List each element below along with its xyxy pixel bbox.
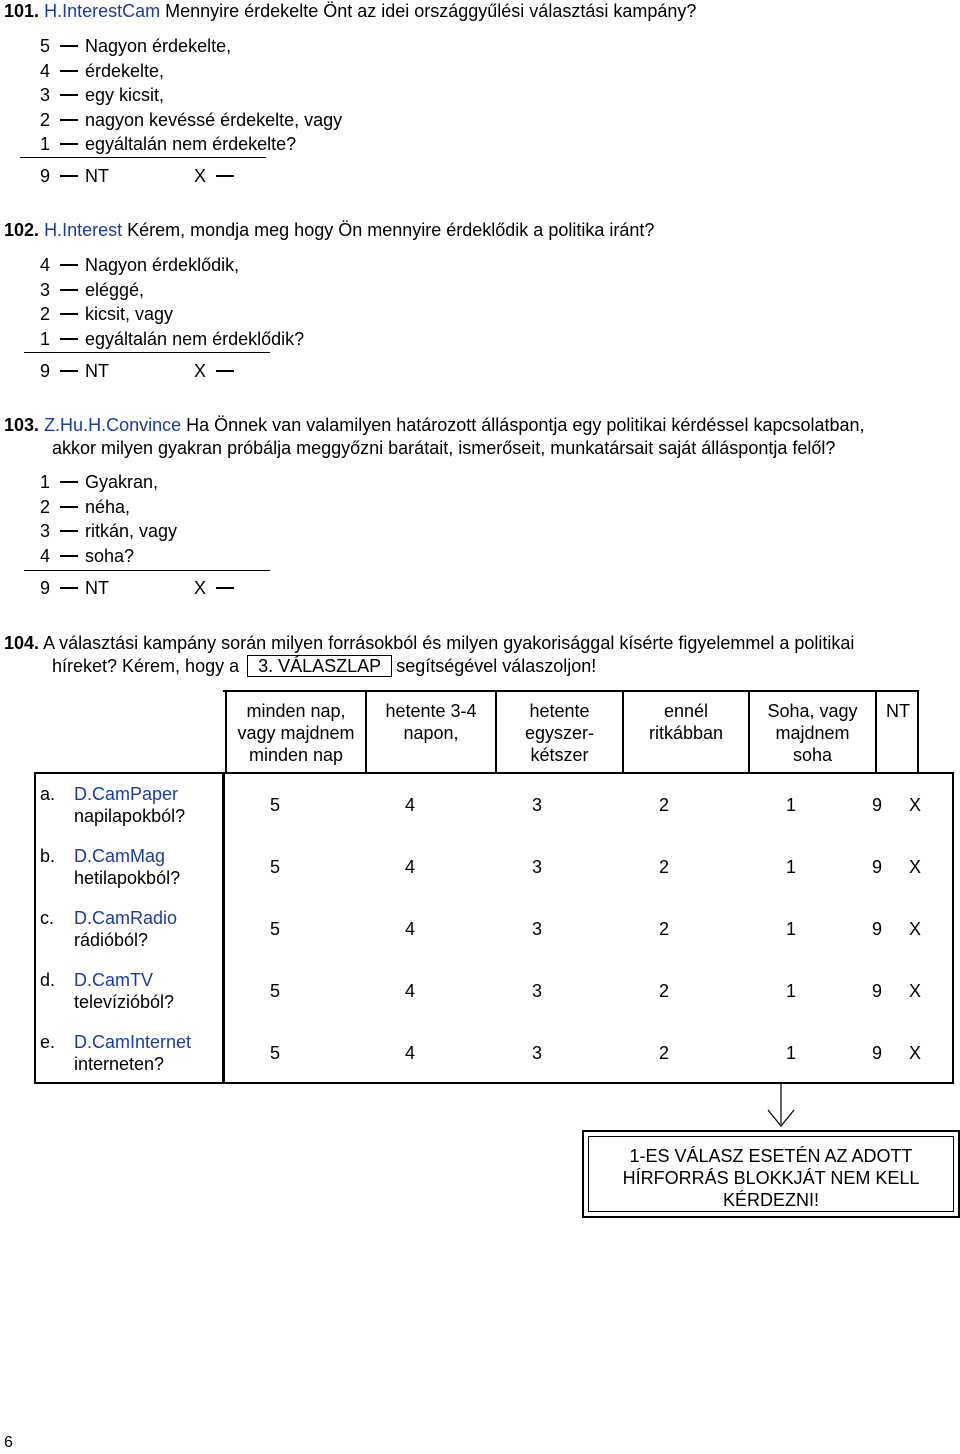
row-letter: b. — [40, 846, 56, 866]
column-header-line: majdnem — [775, 723, 850, 743]
column-header — [365, 692, 495, 772]
answer-code[interactable]: 4 — [404, 981, 415, 1001]
dash — [60, 119, 78, 121]
dash — [60, 289, 78, 291]
column-header-line: minden nap — [248, 745, 344, 765]
dash — [60, 338, 78, 340]
q103-option — [40, 471, 158, 493]
answer-code[interactable]: X — [908, 1043, 921, 1063]
q103-text-1: Ha Önnek van valamilyen határozott álláspontja egy politikai kérdéssel kapcsolatban, — [186, 415, 865, 435]
q104-text-1: A választási kampány során milyen forrásokból és milyen gyakorisággal kísérte figyelemmel a politikai — [43, 633, 855, 653]
row-variable: D.CamTV — [74, 970, 154, 990]
q101-nt-label: NT — [85, 166, 109, 186]
option-label: egy kicsit, — [85, 85, 165, 105]
answer-code[interactable]: 1 — [785, 919, 796, 939]
row-variable: D.CamMag — [74, 846, 166, 866]
answer-code[interactable]: 1 — [785, 857, 796, 877]
column-header-line: ennél — [663, 701, 709, 721]
answer-sheet-ref: 3. VÁLASZLAP — [247, 655, 392, 677]
option-label: soha? — [85, 545, 135, 566]
option-label: egyáltalán nem érdekelte? — [85, 134, 297, 154]
answer-code[interactable]: 1 — [785, 1043, 796, 1063]
row-source: televízióból? — [74, 992, 175, 1012]
q102-option — [40, 303, 173, 325]
option-label: Nagyon érdeklődik, — [85, 255, 240, 275]
column-header — [225, 692, 365, 772]
column-header-line: egyszer- — [524, 723, 595, 743]
table-row-label — [40, 845, 180, 889]
option-label: ritkán, vagy — [85, 521, 178, 541]
answer-code[interactable]: 2 — [658, 795, 669, 815]
q101-option — [40, 84, 164, 106]
table-row-label — [40, 907, 177, 951]
table-row-label — [40, 783, 185, 827]
option-code: 2 — [40, 109, 51, 130]
row-source: napilapokból? — [74, 806, 186, 826]
answer-code[interactable]: 4 — [404, 857, 415, 877]
answer-code[interactable]: 4 — [404, 1043, 415, 1063]
column-header-line: hetente — [529, 701, 590, 721]
option-code: 1 — [40, 328, 51, 349]
answer-code[interactable]: 2 — [658, 919, 669, 939]
row-source: interneten? — [74, 1054, 165, 1074]
dash — [60, 506, 78, 508]
answer-code[interactable]: 3 — [531, 981, 542, 1001]
answer-code[interactable]: 2 — [658, 1043, 669, 1063]
answer-code[interactable]: X — [908, 795, 921, 815]
column-header-line: Soha, vagy — [767, 701, 858, 721]
q104-text-2a: híreket? Kérem, hogy a — [52, 656, 240, 676]
answer-code[interactable]: 3 — [531, 919, 542, 939]
answer-code[interactable]: 5 — [269, 795, 280, 815]
answer-code[interactable]: X — [908, 919, 921, 939]
row-variable: D.CamInternet — [74, 1032, 192, 1052]
table-row-label — [40, 969, 174, 1013]
q101-option — [40, 109, 342, 131]
q103-separator — [24, 570, 270, 571]
q104-text-2b: segítségével válaszoljon! — [396, 656, 597, 676]
q102-heading — [4, 219, 654, 241]
row-letter: a. — [40, 784, 56, 804]
option-label: eléggé, — [85, 279, 145, 300]
answer-code[interactable]: 5 — [269, 1043, 280, 1063]
q102-separator — [24, 352, 270, 353]
q101-separator — [20, 157, 266, 158]
q102-option — [40, 328, 304, 350]
q102-option — [40, 279, 144, 301]
answer-code[interactable]: 5 — [269, 919, 280, 939]
q103-option — [40, 520, 177, 542]
answer-code[interactable]: 9 — [871, 795, 882, 815]
answer-code[interactable]: 9 — [871, 981, 882, 1001]
q102-nt-label: NT — [85, 361, 109, 381]
option-code: 1 — [40, 134, 51, 154]
dash — [60, 94, 78, 96]
q103-x-label: X — [194, 578, 207, 598]
q101-variable: H.InterestCam — [44, 1, 161, 21]
q102-option — [40, 254, 239, 276]
dash — [60, 555, 78, 557]
column-header-line: vagy majdnem — [237, 723, 355, 743]
page-number: 6 — [4, 1434, 13, 1451]
option-code: 2 — [40, 304, 51, 324]
q102-nt-row — [40, 360, 207, 382]
answer-code[interactable]: 2 — [658, 981, 669, 1001]
answer-code[interactable]: 1 — [785, 981, 796, 1001]
q103-number: 103. — [4, 415, 40, 435]
column-header-line: kétszer — [530, 745, 589, 765]
dash — [60, 45, 78, 47]
row-source: hetilapokból? — [74, 868, 181, 888]
q103-nt-code: 9 — [40, 578, 51, 598]
q101-heading — [4, 0, 696, 22]
answer-code[interactable]: 1 — [785, 795, 796, 815]
option-label: érdekelte, — [85, 60, 165, 81]
q103-heading — [4, 414, 865, 436]
answer-code[interactable]: 3 — [531, 795, 542, 815]
q103-option — [40, 545, 134, 567]
column-header-line: minden nap, — [246, 701, 346, 721]
skip-note-line: HÍRFORRÁS BLOKKJÁT NEM KELL — [622, 1168, 920, 1188]
arrow-down-icon — [766, 1084, 796, 1128]
option-code: 1 — [40, 472, 51, 492]
answer-code[interactable]: 9 — [871, 857, 882, 877]
q104-number: 104. — [4, 633, 40, 653]
option-code: 3 — [40, 521, 51, 541]
option-code: 3 — [40, 85, 51, 105]
q104-heading — [4, 632, 854, 654]
column-header — [622, 692, 748, 772]
q101-nt-row — [40, 165, 207, 187]
q104-text-2 — [52, 655, 596, 677]
column-header-line: NT — [886, 701, 910, 721]
q102-x-label: X — [194, 361, 207, 381]
option-label: Nagyon érdekelte, — [85, 36, 232, 56]
row-source: rádióból? — [74, 930, 149, 950]
row-letter: d. — [40, 970, 56, 990]
table-label-divider — [222, 772, 225, 1084]
column-header — [748, 692, 875, 772]
answer-code[interactable]: 4 — [404, 795, 415, 815]
q101-option — [40, 35, 231, 57]
q101-number: 101. — [4, 1, 40, 21]
row-letter: e. — [40, 1032, 56, 1052]
table-row-label — [40, 1031, 191, 1075]
dash — [60, 530, 78, 532]
q101-option — [40, 60, 164, 82]
column-header — [875, 692, 919, 772]
column-header-line: soha — [792, 745, 833, 765]
q102-number: 102. — [4, 220, 40, 240]
q102-text: Kérem, mondja meg hogy Ön mennyire érdeklődik a politika iránt? — [127, 220, 655, 240]
answer-code[interactable]: 5 — [269, 981, 280, 1001]
option-label: néha, — [85, 496, 131, 517]
q103-nt-label: NT — [85, 578, 109, 598]
answer-code[interactable]: X — [908, 981, 921, 1001]
column-header-line: ritkábban — [648, 723, 724, 743]
answer-code[interactable]: 5 — [269, 857, 280, 877]
q101-x-label: X — [194, 166, 207, 186]
option-code: 2 — [40, 496, 51, 517]
dash — [60, 143, 78, 145]
option-code: 4 — [40, 255, 51, 275]
dash — [60, 481, 78, 483]
option-code: 3 — [40, 279, 51, 300]
option-code: 4 — [40, 545, 51, 566]
answer-code[interactable]: 3 — [531, 1043, 542, 1063]
row-variable: D.CamPaper — [74, 784, 179, 804]
answer-code[interactable]: 9 — [871, 919, 882, 939]
q101-option — [40, 133, 296, 155]
q102-variable: H.Interest — [44, 220, 123, 240]
skip-note-line: KÉRDEZNI! — [722, 1190, 819, 1210]
q103-option — [40, 496, 130, 518]
option-label: nagyon kevéssé érdekelte, vagy — [85, 109, 343, 130]
q101-text: Mennyire érdekelte Önt az idei országgyűlési választási kampány? — [165, 1, 697, 21]
answer-code[interactable]: 4 — [404, 919, 415, 939]
skip-note-line: 1-ES VÁLASZ ESETÉN AZ ADOTT — [629, 1146, 913, 1166]
q103-nt-row — [40, 577, 207, 599]
option-code: 5 — [40, 36, 51, 56]
q103-variable: Z.Hu.H.Convince — [44, 415, 182, 435]
answer-code[interactable]: X — [908, 857, 921, 877]
option-label: Gyakran, — [85, 472, 159, 492]
q102-nt-code: 9 — [40, 361, 51, 381]
option-code: 4 — [40, 60, 51, 81]
column-header-line: hetente 3-4 — [385, 701, 477, 721]
column-header-line: napon, — [403, 723, 459, 743]
skip-note-box — [582, 1130, 960, 1218]
answer-code[interactable]: 3 — [531, 857, 542, 877]
q103-text-2: akkor milyen gyakran próbálja meggyőzni barátait, ismerőseit, munkatársait saját álláspontja felől? — [52, 438, 836, 458]
answer-code[interactable]: 9 — [871, 1043, 882, 1063]
column-header — [495, 692, 622, 772]
row-letter: c. — [40, 908, 55, 928]
skip-note-text — [588, 1136, 954, 1212]
option-label: kicsit, vagy — [85, 304, 174, 324]
dash — [60, 264, 78, 266]
row-variable: D.CamRadio — [74, 908, 178, 928]
dash — [60, 70, 78, 72]
answer-code[interactable]: 2 — [658, 857, 669, 877]
q101-nt-code: 9 — [40, 166, 51, 186]
option-label: egyáltalán nem érdeklődik? — [85, 328, 305, 349]
dash — [60, 313, 78, 315]
